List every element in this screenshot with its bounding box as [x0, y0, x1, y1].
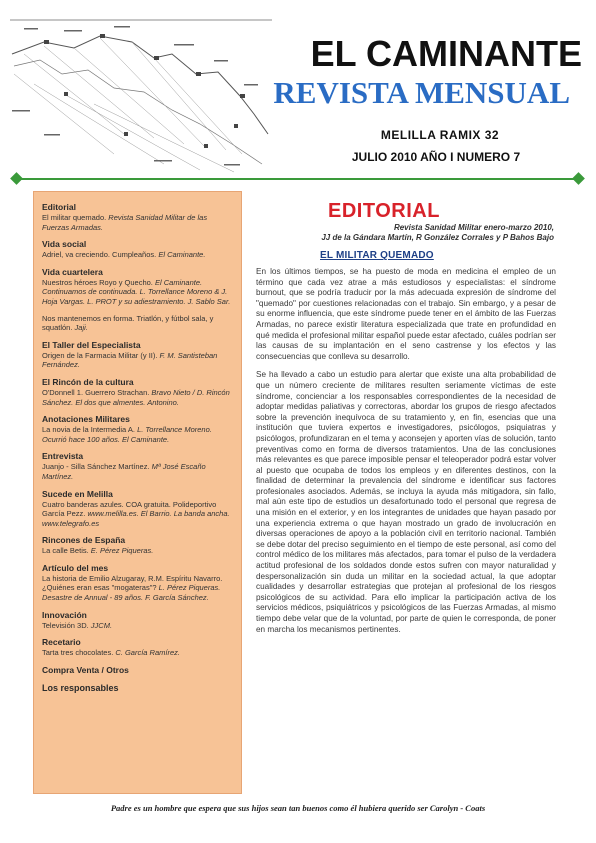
toc-heading: Entrevista [42, 451, 84, 462]
toc-text: Nuestros héroes Royo y Quecho. [42, 277, 153, 287]
toc-section-taller [42, 340, 233, 370]
toc-author: El Caminante. Continuamos de continuada. L. Torrellance Moreno & J. Hoja Vargas. L. PROT y su adiestramiento. J. Sablo Sar. [42, 277, 231, 306]
toc-text: La novia de la Intermedia A. [42, 425, 135, 435]
toc-heading: Artículo del mes [42, 562, 109, 573]
issue-date: JULIO 2010 AÑO I NUMERO 7 [351, 150, 521, 164]
toc-section-recetario [42, 637, 233, 658]
toc-heading: Recetario [42, 637, 81, 648]
toc-closing: Los responsables [42, 682, 119, 693]
toc-author: JJCM. [88, 620, 113, 630]
toc-text: Adriel, va creciendo. Cumpleaños. [42, 250, 157, 260]
toc-heading: Innovación [42, 609, 87, 620]
toc-heading: Compra Venta / Otros [42, 664, 129, 675]
toc-heading: Vida social [42, 239, 87, 250]
editorial-source: Revista Sanidad Militar enero-marzo 2010, [393, 223, 554, 232]
toc-heading: Vida cuartelera [42, 266, 103, 277]
toc-text: La historia de Emilio Alzugaray, R.M. Espíritu Navarro. ¿Quiénes eran esas "mogateras"? [42, 573, 223, 593]
toc-heading: Rincones de España [42, 535, 126, 546]
masthead-title: EL CAMINANTE [310, 33, 582, 74]
header-divider [16, 178, 578, 180]
editorial-subheading: EL MILITAR QUEMADO [320, 250, 434, 261]
toc-text: Tarta tres chocolates. [42, 648, 114, 658]
toc-heading: Sucede en Melilla [42, 488, 113, 499]
toc-heading: El Rincón de la cultura [42, 376, 134, 387]
toc-section-melilla [42, 489, 233, 529]
toc-section-vida-social [42, 239, 233, 260]
toc-author: Jaji. [72, 323, 88, 333]
toc-text: Televisión 3D. [42, 620, 89, 630]
toc-author: www.melilla.es. El Barrio. La banda ancha. www.telegrafo.es [42, 509, 230, 528]
map-illustration [4, 14, 276, 180]
toc-section-anotaciones [42, 414, 233, 444]
toc-text: El militar quemado. [42, 213, 107, 222]
editorial-paragraph: En los últimos tiempos, se ha puesto de moda en medicina el empleo de un término que cada vez atrae a más estudiosos y especialistas: el síndrome burnout, que se podría traducir por la más adecuada expresión de síndrome del "quemado" por cuestiones relacionadas con el trabajo. Sin embargo, y a pesar de su enorme influencia, que este síndrome puede tener en el ámbito de las Fuerzas Armadas, no parece existir literatura especializada que trate en profundidad en qué medida el profesional militar español puede estar afectado, cuáles podrían ser las causas de su implantación en el seno castrense y los efectos y las consecuencias que conlleva su desarrollo. [256, 267, 556, 361]
toc-author: F. M. Santisteban Fernández. [42, 350, 218, 370]
toc-heading: El Taller del Especialista [42, 339, 141, 350]
toc-section-forma [42, 314, 233, 333]
masthead-subtitle: REVISTA MENSUAL [273, 75, 570, 110]
toc-section-vida-cuartelera [42, 267, 233, 307]
toc-section-articulo [42, 563, 233, 603]
toc-section-innovacion [42, 610, 233, 631]
editorial-heading: EDITORIAL [328, 200, 440, 222]
issue-location: MELILLA RAMIX 32 [380, 128, 500, 142]
toc-text: Juanjo - Silla Sánchez Martínez. [42, 462, 150, 472]
editorial-paragraph: Se ha llevado a cabo un estudio para alertar que existe una alta probabilidad de que un número creciente de militares resulten seriamente víctimas de este síndrome, concienciar a los responsables correspondientes de la necesidad de adoptar medidas paliativas y correctoras, abordar los grupos de riesgo afectados sobre la prevención inequívoca de su tratamiento y, en fin, esencias que una institución que tuviera expertos e investigadores, psicólogos, psiquiatras y psicólogos, profundizaran en el tema y aconsejen y aporten vías de solución, tanto preventivas como en forma de diversos tratamientos. Una de las conclusiones más relevantes es que parece imposible pensar el teleoperador podrá estar volver al puesto que ocupaba de todos los empleos y en diferentes destinos, con la finalidad de determinar la prevalencia del síndrome e identificar sus factores profesionales asociados. Además, se incluya la ayuda más mitigadora, sin fallo, mal aún este tipo de estudios un desafortunado todo el personal que regresa de una misión en el exterior, y en los integrantes de unidades que hayan pasado por una experiencia extrema o que hayan mostrado un grado de involucración en diversas operaciones de apoyo a la población civil en territorio nacional. También se debe dotar del preciso seguimiento en el tiempo de este personal, así como del control médico de los militares más afectados, para tomar el pulso de la verdadera actitud profesional de los soldados donde estos sufren con mayor naturalidad y despersonalización sin duda un militar en la sociedad actual, la que adoptar cualidades y desarrollar estrategias que protejan al profesional de los riesgos psicológicos de su actividad. Para ello implicar la participación activa de los servicios médicos, psiquiátricos y psicológicos de las Fuerzas Armadas, al mismo tiempo debe velar que de la voluntad, por parte de quien le corresponda, de poner en marcha los mecanismos pertinentes. [256, 370, 556, 634]
editorial-body [256, 267, 556, 643]
toc-section-rincones [42, 535, 233, 556]
toc-heading: Editorial [42, 202, 77, 212]
toc-author: E. Pérez Piqueras. [88, 546, 154, 556]
editorial-authors: JJ de la Gándara Martín, R González Corrales y P Bahos Bajo [321, 233, 554, 242]
footer-quote: Padre es un hombre que espera que sus hijos sean tan buenos como él hubiera querido ser Carolyn - Coats [110, 803, 486, 813]
divider-right-diamond-icon [572, 172, 585, 185]
toc-text: O'Donnell 1. Guerrero Strachan. [42, 387, 150, 397]
toc-author: Bravo Nieto / D. Rincón Sánchez. El dos que almentes. Antonino. [42, 387, 230, 407]
toc-author: Revista Sanidad Militar de las Fuerzas Armadas. [42, 213, 208, 232]
toc-author: C. García Ramírez. [113, 648, 180, 658]
toc-text: Cuatro banderas azules. COA gratuita. Polideportivo García Pezz. [42, 499, 217, 519]
toc-author: L. Torrellance Moreno. Ocurrió hace 100 años. El Caminante. [42, 425, 212, 444]
toc-author: L. Pérez Piqueras. Desastre de Annual - 89 años. F. García Sánchez. [42, 583, 221, 603]
toc-section-entrevista [42, 451, 233, 481]
toc-section-cultura [42, 377, 233, 407]
toc-text: Origen de la Farmacia Militar (y II). [42, 350, 158, 360]
table-of-contents [33, 191, 242, 794]
toc-section-compra-venta [42, 665, 233, 675]
toc-author: Mª José Escaño Martínez. [42, 462, 206, 481]
toc-text: La calle Betis. [42, 546, 89, 556]
toc-section-editorial [42, 202, 233, 232]
toc-author: El Caminante. [156, 250, 206, 260]
toc-heading: Anotaciones Militares [42, 414, 130, 425]
toc-text: Nos mantenemos en forma. Triatlón, y fútbol sala, y squatlón. [42, 313, 214, 333]
